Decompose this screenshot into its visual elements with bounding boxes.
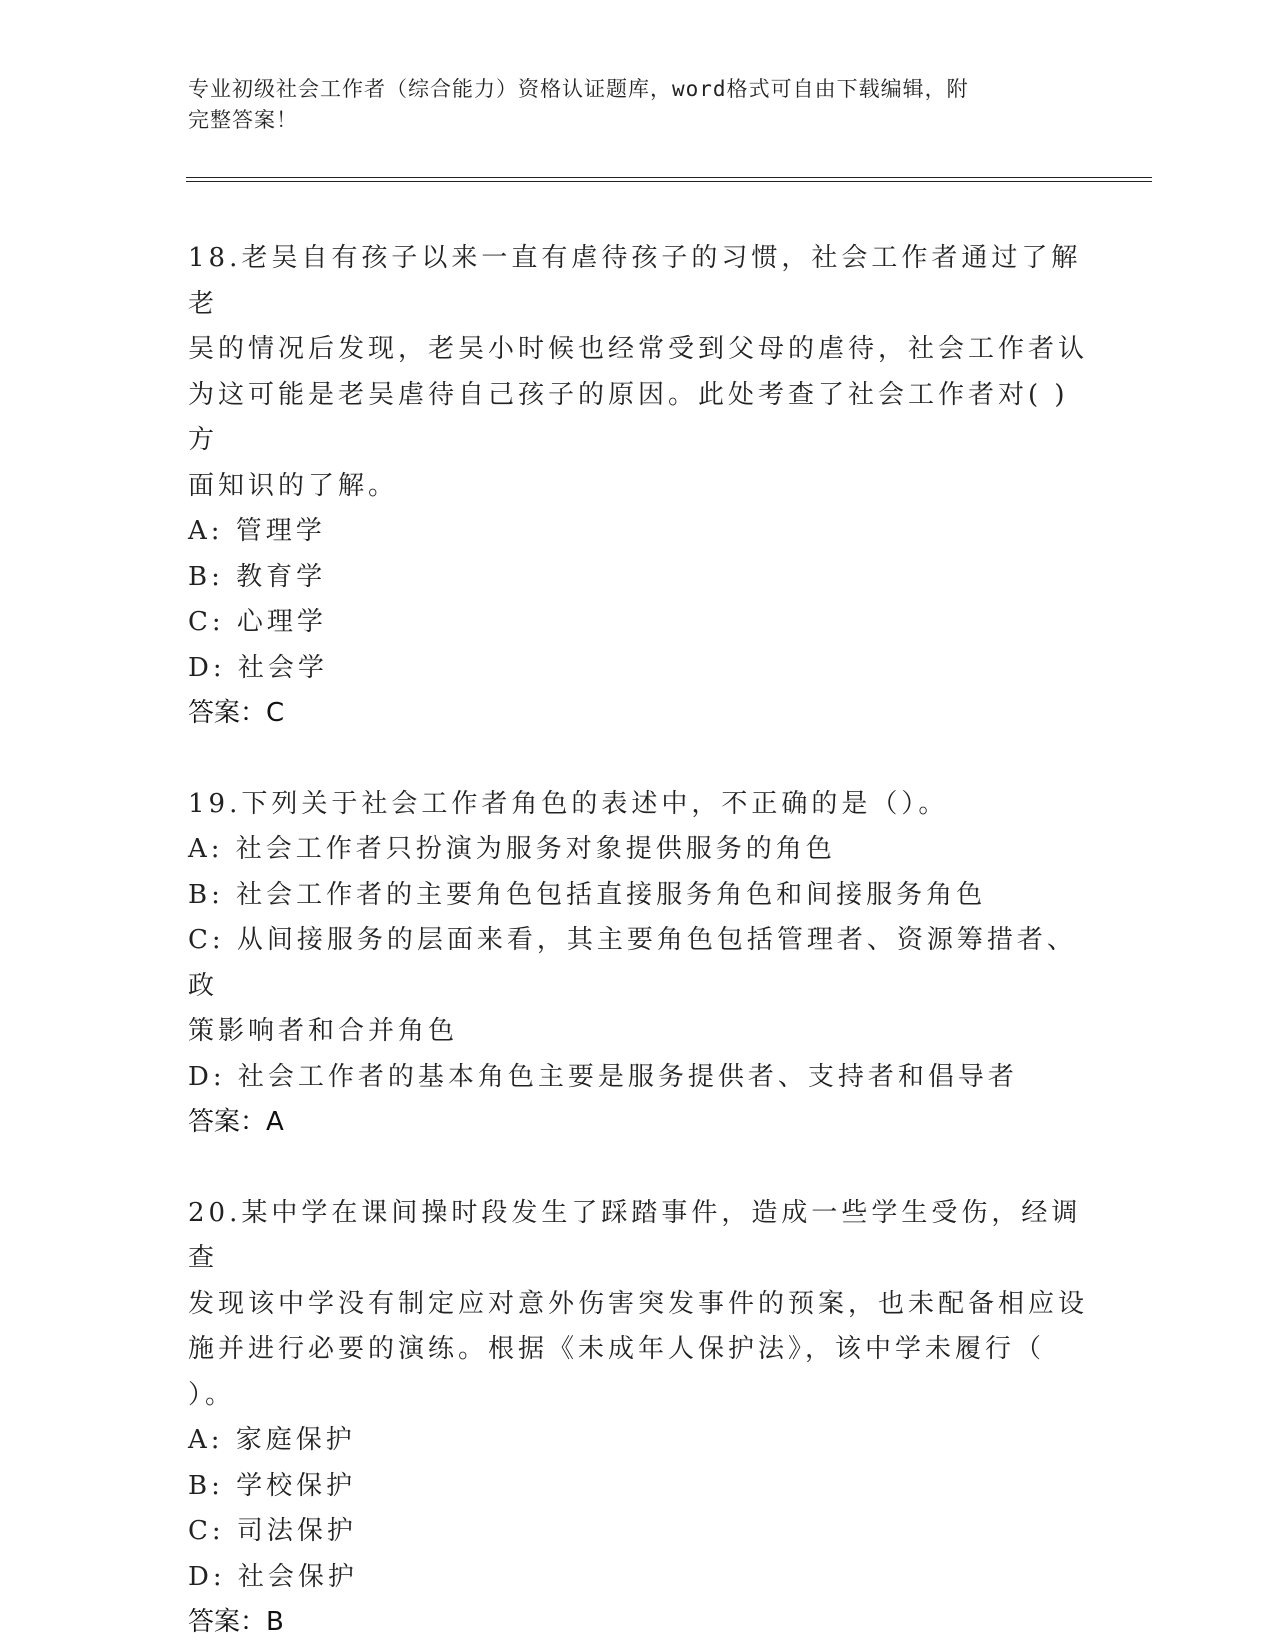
question-spacer [188, 737, 1088, 782]
question-stem-line: 吴的情况后发现，老吴小时候也经常受到父母的虐待，社会工作者认 [188, 334, 1089, 364]
option-c-continued: 策影响者和合并角色 [188, 1016, 459, 1046]
option-c: C: 司法保护 [188, 1516, 357, 1546]
header-line-2: 完整答案！ [188, 108, 298, 132]
answer-label: 答案：B [188, 1607, 284, 1637]
question-19 [188, 782, 1088, 1146]
option-a: A: 家庭保护 [188, 1425, 356, 1455]
question-stem-line: 为这可能是老吴虐待自己孩子的原因。此处考查了社会工作者对( )方 [188, 379, 1069, 455]
question-stem-line: 18.老吴自有孩子以来一直有虐待孩子的习惯，社会工作者通过了解老 [188, 243, 1082, 319]
option-c: C: 从间接服务的层面来看，其主要角色包括管理者、资源筹措者、政 [188, 925, 1077, 1001]
question-stem-line: 发现该中学没有制定应对意外伤害突发事件的预案，也未配备相应设 [188, 1288, 1089, 1319]
option-b: B: 学校保护 [188, 1470, 357, 1501]
question-18 [188, 236, 1088, 737]
question-stem-line: 施并进行必要的演练。根据《未成年人保护法》，该中学未履行（ [188, 1334, 1046, 1364]
option-a: A: 管理学 [188, 516, 326, 546]
question-stem-line: ）。 [188, 1379, 236, 1410]
question-stem-line: 19.下列关于社会工作者角色的表述中，不正确的是（）。 [188, 788, 949, 819]
option-a: A: 社会工作者只扮演为服务对象提供服务的角色 [188, 834, 836, 864]
question-list [188, 236, 1088, 1646]
header-line-1: 专业初级社会工作者（综合能力）资格认证题库，word格式可自由下载编辑，附 [188, 77, 969, 101]
page-header [188, 74, 1068, 136]
option-d: D: 社会学 [188, 652, 328, 683]
question-stem-line: 20.某中学在课间操时段发生了踩踏事件，造成一些学生受伤，经调查 [188, 1197, 1082, 1273]
question-20 [188, 1191, 1088, 1646]
header-divider [186, 177, 1152, 182]
option-c: C: 心理学 [188, 607, 327, 637]
option-d: D: 社会工作者的基本角色主要是服务提供者、支持者和倡导者 [188, 1061, 1018, 1092]
option-b: B: 社会工作者的主要角色包括直接服务角色和间接服务角色 [188, 879, 987, 910]
question-spacer [188, 1146, 1088, 1191]
option-d: D: 社会保护 [188, 1561, 358, 1592]
question-stem-line: 面知识的了解。 [188, 470, 399, 501]
option-b: B: 教育学 [188, 561, 327, 592]
answer-label: 答案：A [188, 1107, 284, 1137]
answer-label: 答案：C [188, 698, 285, 728]
